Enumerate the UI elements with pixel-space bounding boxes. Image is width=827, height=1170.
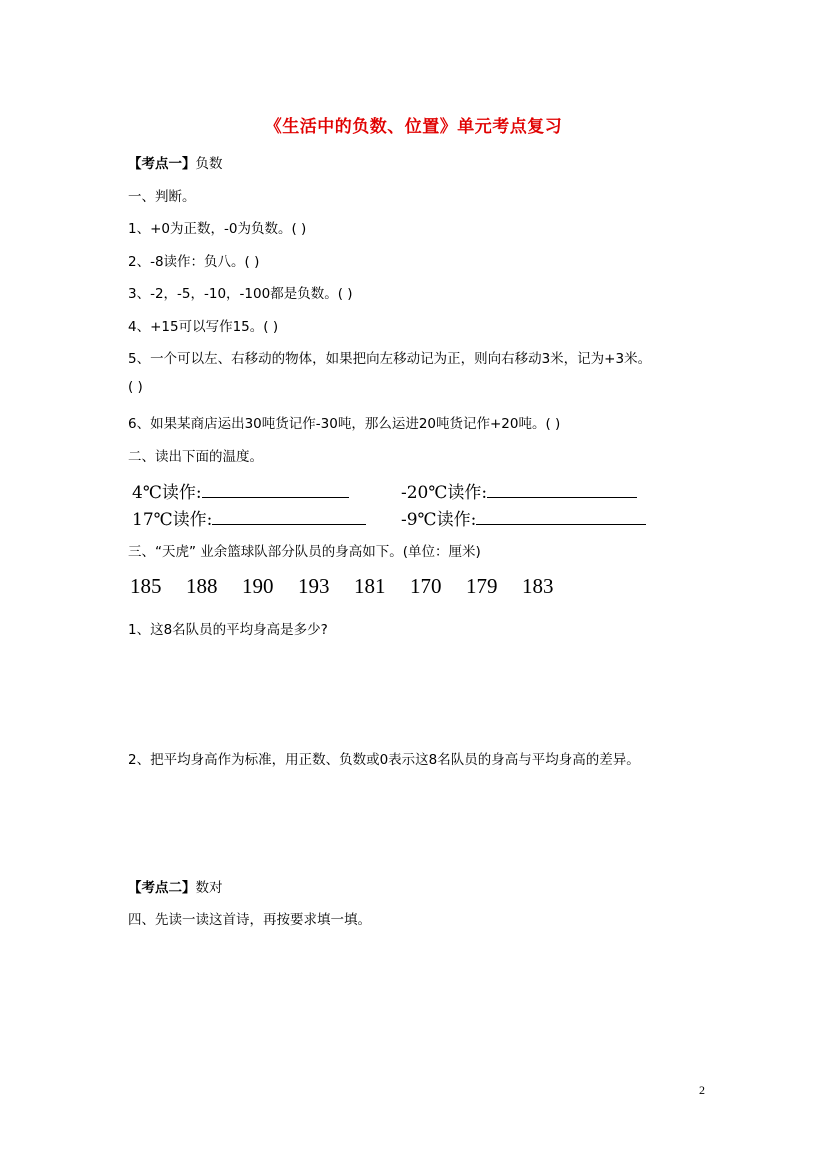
part2-heading: 二、读出下面的温度。 bbox=[128, 449, 263, 465]
judge-item-4: 4、+15可以写作15。( ) bbox=[128, 319, 279, 335]
judge-item-5-paren: ( ) bbox=[128, 379, 143, 395]
temp-label: 4℃读作: bbox=[132, 483, 202, 503]
section1-heading-bracket: 【考点一】 bbox=[128, 156, 196, 172]
temp-row-2-left bbox=[132, 505, 366, 530]
judge-item-6: 6、如果某商店运出30吨货记作-30吨，那么运进20吨货记作+20吨。( ) bbox=[128, 416, 561, 432]
section1-heading bbox=[128, 152, 223, 172]
height-value: 183 bbox=[522, 574, 554, 598]
height-value: 170 bbox=[410, 574, 442, 598]
judge-item-5: 5、一个可以左、右移动的物体，如果把向左移动记为正，则向右移动3米，记为+3米。 bbox=[128, 351, 652, 367]
temp-row-1-right bbox=[401, 478, 637, 503]
height-value: 179 bbox=[466, 574, 498, 598]
section2-heading-text: 数对 bbox=[195, 880, 223, 896]
judge-item-2: 2、-8读作：负八。( ) bbox=[128, 254, 260, 270]
answer-blank bbox=[476, 510, 646, 525]
temp-label: -20℃读作: bbox=[401, 483, 488, 503]
part4-heading: 四、先读一读这首诗，再按要求填一填。 bbox=[128, 912, 371, 928]
part3-question-1: 1、这8名队员的平均身高是多少? bbox=[128, 622, 328, 638]
answer-blank bbox=[202, 483, 349, 498]
part1-heading: 一、判断。 bbox=[128, 189, 196, 205]
judge-item-1: 1、+0为正数，-0为负数。( ) bbox=[128, 221, 307, 237]
height-value: 185 bbox=[130, 574, 162, 598]
temp-label: 17℃读作: bbox=[132, 510, 213, 530]
answer-blank bbox=[487, 483, 637, 498]
judge-item-3: 3、-2，-5，-10，-100都是负数。( ) bbox=[128, 286, 353, 302]
section1-heading-text: 负数 bbox=[195, 156, 223, 172]
height-value: 181 bbox=[354, 574, 386, 598]
temp-label: -9℃读作: bbox=[401, 510, 477, 530]
document-title: 《生活中的负数、位置》单元考点复习 bbox=[264, 117, 563, 137]
section2-heading bbox=[128, 876, 223, 896]
height-value: 193 bbox=[298, 574, 330, 598]
section2-heading-bracket: 【考点二】 bbox=[128, 880, 196, 896]
height-value: 190 bbox=[242, 574, 274, 598]
temp-row-2-right bbox=[401, 505, 646, 530]
temp-row-1-left bbox=[132, 478, 349, 503]
heights-row bbox=[130, 574, 574, 599]
answer-blank bbox=[212, 510, 366, 525]
part3-question-2: 2、把平均身高作为标准，用正数、负数或0表示这8名队员的身高与平均身高的差异。 bbox=[128, 752, 640, 768]
part3-heading: 三、“天虎” 业余篮球队部分队员的身高如下。(单位：厘米) bbox=[128, 544, 481, 560]
height-value: 188 bbox=[186, 574, 218, 598]
page-number: 2 bbox=[699, 1083, 705, 1097]
